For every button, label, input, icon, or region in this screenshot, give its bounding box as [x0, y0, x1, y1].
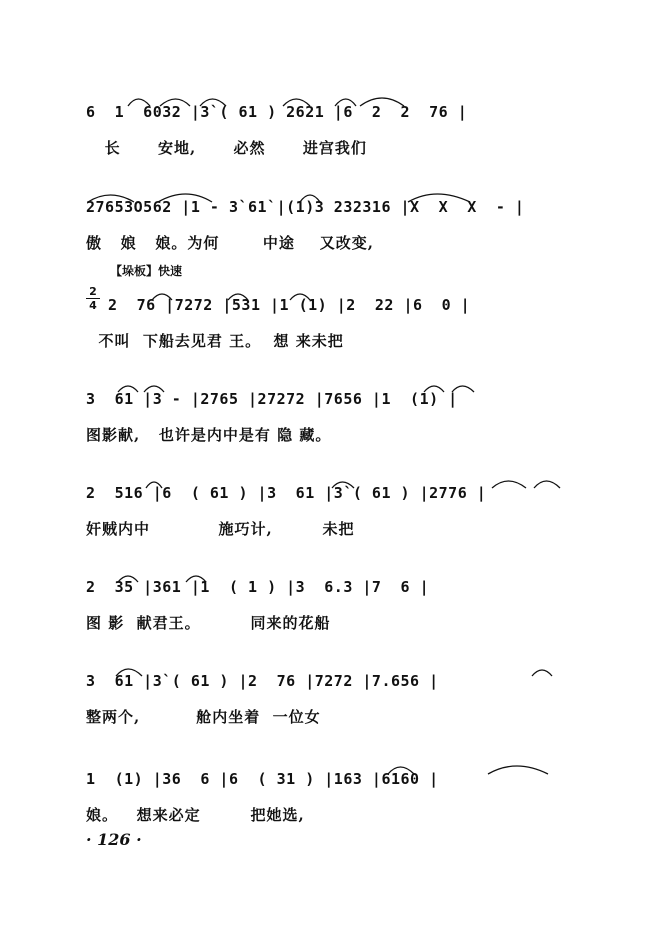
page-number: · 126 ·: [86, 830, 142, 849]
score-system: [0, 390, 655, 470]
notation-line: 1 (1) |36 6 |6 ( 31 ) |163 |6160 |: [86, 770, 439, 788]
lyric-line: 图影献, 也许是内中是有 隐 藏。: [86, 426, 332, 444]
notation-line: 2 516 |6 ( 61 ) |3 61 |3`( 61 ) |2776 |: [86, 484, 487, 502]
notation-line: 3 61 |3 - |2765 |27272 |7656 |1 (1) |: [86, 390, 458, 408]
lyric-line: 不叫 下船去见君 王。 想 来未把: [86, 332, 344, 350]
tempo-marking: 【垛板】快速: [110, 264, 183, 278]
lyric-line: 长 安地, 必然 进宫我们: [86, 139, 367, 157]
notation-line: 2 35 |361 |1 ( 1 ) |3 6.3 |7 6 |: [86, 578, 430, 596]
lyric-line: 娘。 想来必定 把她选,: [86, 806, 305, 824]
score-system: [0, 198, 655, 278]
lyric-line: 傲 娘 娘。为何 中途 又改变,: [86, 234, 375, 252]
score-system: [0, 296, 655, 376]
time-signature-top: 2: [89, 285, 97, 298]
lyric-line: 整两个, 舱内坐着 一位女: [86, 708, 321, 726]
score-system: [0, 484, 655, 564]
time-signature-bottom: 4: [89, 299, 97, 312]
lyric-line: 奸贼内中 施巧计, 未把: [86, 520, 355, 538]
notation-line: 6 1 6032 |3`( 61 ) 2621 |6 2 2 76 |: [86, 103, 468, 121]
score-system: [0, 103, 655, 183]
notation-line: 2 76 |7272 |531 |1 (1) |2 22 |6 0 |: [108, 296, 471, 314]
lyric-line: 图 影 献君王。 同来的花船: [86, 614, 331, 632]
notation-line: 27653O562 |1 - 3`61`|(1)3 232316 |X X X - |: [86, 198, 525, 216]
notation-line: 3 61 |3`( 61 ) |2 76 |7272 |7.656 |: [86, 672, 439, 690]
score-system: [0, 578, 655, 658]
score-system: [0, 672, 655, 752]
